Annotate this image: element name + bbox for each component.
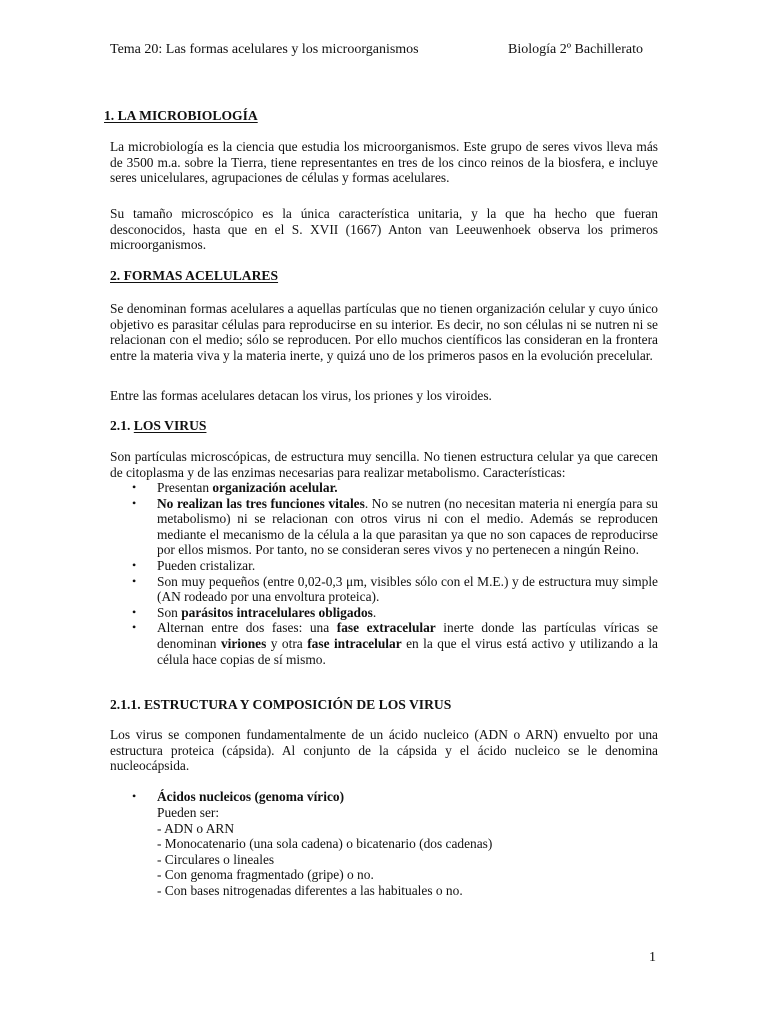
list-item xyxy=(110,558,658,574)
detail-line: - Con genoma fragmentado (gripe) o no. xyxy=(157,867,374,883)
list-item xyxy=(110,605,658,621)
list-item xyxy=(110,789,658,805)
list-item-text: inerte donde las partículas víricas se denominan xyxy=(157,620,658,651)
bullet-glyph: • xyxy=(132,620,137,635)
page-number: 1 xyxy=(649,950,656,965)
section-1-heading xyxy=(104,108,258,124)
detail-line: - Con bases nitrogenadas diferentes a las habituales o no. xyxy=(157,882,463,898)
bullet-glyph: • xyxy=(132,604,137,619)
detail-line: - Circulares o lineales xyxy=(157,851,275,867)
section-2-1-1-heading: 2.1.1. ESTRUCTURA Y COMPOSICIÓN DE LOS VIRUS xyxy=(110,697,452,712)
bullet-glyph: • xyxy=(132,480,137,494)
detail-line: Pueden ser: xyxy=(157,805,220,820)
list-item-bold: parásitos intracelulares obligados xyxy=(181,604,373,620)
list-item-bold: No realizan las tres funciones vitales xyxy=(157,495,365,511)
nucleic-acids-list xyxy=(110,789,658,805)
section-1-paragraph-2: Su tamaño microscópico es la única característica unitaria, y la que ha hecho que fueran desconocidos, hasta que en el S. XVII (1667) Anton van Leeuwenhoek observa los primeros microorganismos. xyxy=(110,206,658,253)
header-title: Tema 20: Las formas acelulares y los microorganismos xyxy=(110,42,419,57)
list-item-bold: viriones xyxy=(220,635,267,651)
virus-characteristics-list xyxy=(110,480,658,667)
bullet-glyph: • xyxy=(132,557,137,572)
list-item-text: Alternan entre dos fases: una xyxy=(157,620,337,636)
section-1-heading-text: 1. LA MICROBIOLOGÍA xyxy=(104,108,258,123)
section-2-paragraph-1: Se denominan formas acelulares a aquellas partículas que no tienen organización celular y cuyo único objetivo es parasitar células para reproducirse en su interior. Es decir, no son células ni se nutren ni se relacionan con el medio; sólo se reproducen. Por ello muchos científicos las consideran en la frontera entre la materia viva y la materia inerte, y quizá uno de los primeros pasos en la evolución precelular. xyxy=(110,301,658,363)
list-item-text: Son xyxy=(157,604,182,620)
list-item-text: Pueden cristalizar. xyxy=(157,557,256,573)
detail-line: - Monocatenario (una sola cadena) o bicatenario (dos cadenas) xyxy=(157,836,493,852)
bullet-glyph: • xyxy=(132,789,137,803)
list-item-bold: fase intracelular xyxy=(307,635,402,651)
section-1-paragraph-1: La microbiología es la ciencia que estudia los microorganismos. Este grupo de seres vivos lleva más de 3500 m.a. sobre la Tierra, tiene representantes en tres de los cinco reinos de la biosfera, e incluye seres unicelulares, agrupaciones de células y formas acelulares. xyxy=(110,139,658,186)
list-item-text: . No se nutren (no necesitan materia ni energía para su metabolismo) ni se relacionan con otros virus ni con el medio. Además se reproducen mediante el mecanismo de la célula a la que parasitan ya que no son capaces de reproducirse por ellos mismos. Por tanto, no se consideran seres vivos y no pertenecen a ningún Reino. xyxy=(157,495,659,558)
section-2-heading-text: 2. FORMAS ACELULARES xyxy=(110,268,279,283)
list-item-text: Presentan xyxy=(157,480,213,495)
list-item xyxy=(110,480,658,496)
header-course: Biología 2º Bachillerato xyxy=(508,42,643,57)
section-2-1-title: LOS VIRUS xyxy=(133,418,207,433)
bullet-glyph: • xyxy=(132,495,137,510)
list-item-text: en la que el virus está activo y utilizando a la célula hace copias de sí mismo. xyxy=(157,635,658,667)
detail-line: - ADN o ARN xyxy=(157,820,235,836)
list-item-bold: Ácidos nucleicos (genoma vírico) xyxy=(157,789,345,804)
list-item xyxy=(110,620,658,667)
section-2-heading xyxy=(110,268,278,284)
list-item-text: . xyxy=(372,604,377,620)
section-2-1-heading xyxy=(110,418,206,434)
bullet-glyph: • xyxy=(132,573,137,588)
section-2-paragraph-2: Entre las formas acelulares detacan los virus, los priones y los viroides. xyxy=(110,388,492,403)
list-item-text: y otra xyxy=(266,635,308,651)
section-2-1-intro: Son partículas microscópicas, de estructura muy sencilla. No tienen estructura celular ya que carecen de citoplasma y de las enzimas necesarias para realizar metabolismo. Características: xyxy=(110,449,658,480)
section-2-1-number: 2.1. xyxy=(110,418,131,433)
list-item xyxy=(110,574,658,605)
section-2-1-1-paragraph: Los virus se componen fundamentalmente de un ácido nucleico (ADN o ARN) envuelto por una estructura proteica (cápsida). Al conjunto de la cápsida y el ácido nucleico se le denomina nucleocápsida. xyxy=(110,727,658,774)
nucleic-acids-details xyxy=(110,805,657,899)
list-item-bold: fase extracelular xyxy=(336,620,436,636)
list-item-text: Son muy pequeños (entre 0,02-0,3 μm, visibles sólo con el M.E.) y de estructura muy simple (AN rodeado por una envoltura proteica). xyxy=(157,573,658,605)
list-item-bold: organización acelular. xyxy=(212,480,338,495)
list-item xyxy=(110,496,658,558)
